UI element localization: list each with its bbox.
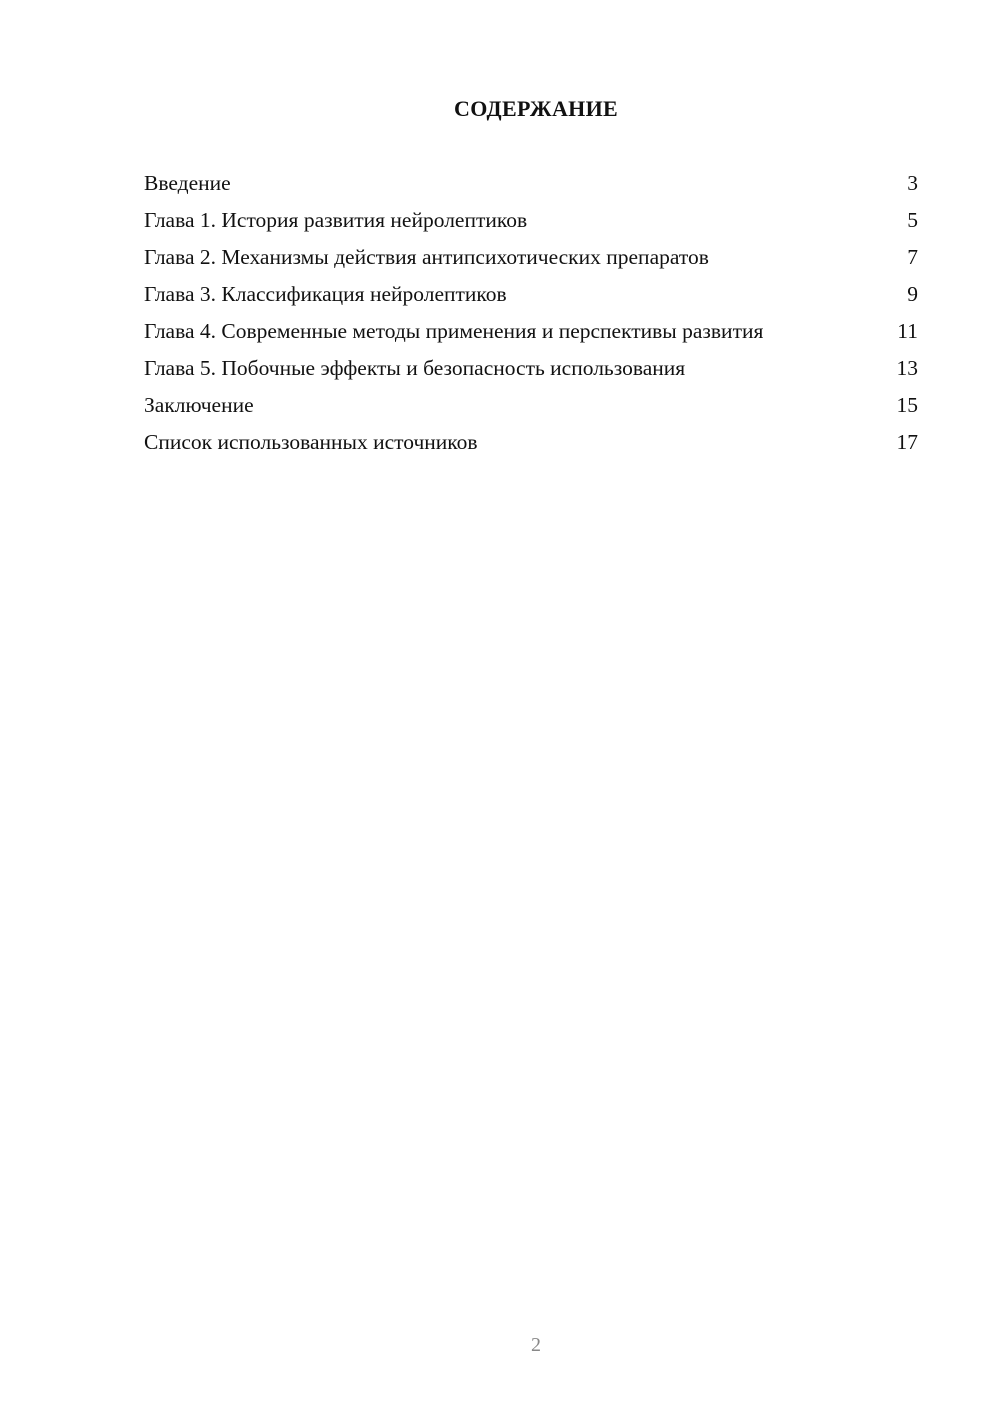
toc-entry-page: 3 bbox=[907, 171, 918, 195]
toc-entry bbox=[144, 429, 918, 456]
toc-entry-text: Заключение bbox=[144, 393, 254, 417]
table-of-contents bbox=[144, 170, 918, 466]
toc-entry-page: 15 bbox=[896, 393, 918, 417]
toc-entry bbox=[144, 207, 918, 234]
toc-entry-page: 5 bbox=[907, 208, 918, 232]
toc-entry-text: Глава 1. История развития нейролептиков bbox=[144, 208, 528, 232]
toc-entry-page: 7 bbox=[907, 245, 918, 269]
toc-entry-text: Глава 4. Современные методы применения и перспективы развития bbox=[144, 319, 764, 343]
toc-entry bbox=[144, 355, 918, 382]
page-title: СОДЕРЖАНИЕ bbox=[454, 96, 618, 121]
toc-entry-page: 9 bbox=[907, 282, 918, 306]
toc-entry-text: Введение bbox=[144, 171, 231, 195]
toc-entry bbox=[144, 392, 918, 419]
toc-entry-page: 11 bbox=[897, 319, 918, 343]
toc-entry-text: Глава 3. Классификация нейролептиков bbox=[144, 282, 507, 306]
toc-entry-page: 13 bbox=[896, 356, 918, 380]
toc-entry bbox=[144, 244, 918, 271]
page-number: 2 bbox=[531, 1334, 541, 1356]
toc-entry-text: Глава 2. Механизмы действия антипсихотических препаратов bbox=[144, 245, 709, 269]
toc-entry-page: 17 bbox=[896, 430, 918, 454]
toc-entry-text: Глава 5. Побочные эффекты и безопасность использования bbox=[144, 356, 686, 380]
toc-entry-text: Список использованных источников bbox=[144, 430, 478, 454]
toc-entry bbox=[144, 170, 918, 197]
toc-entry bbox=[144, 281, 918, 308]
toc-entry bbox=[144, 318, 918, 345]
